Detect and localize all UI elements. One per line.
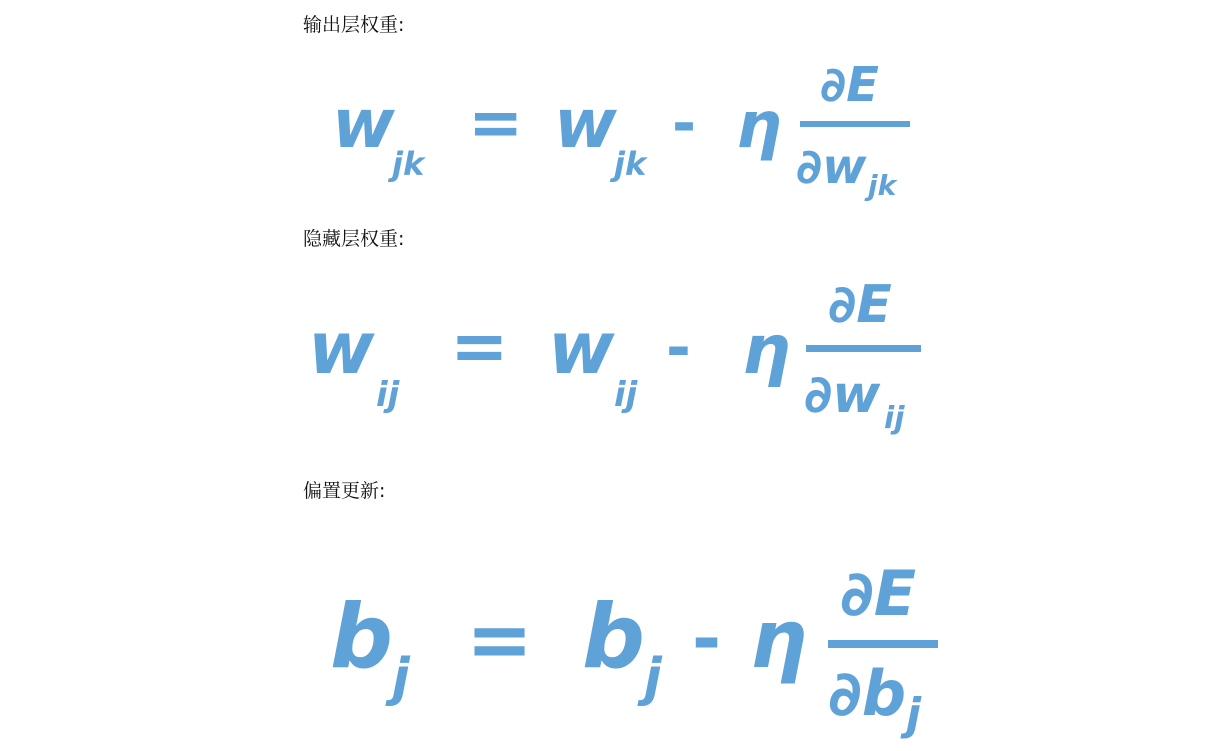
fraction-numerator: ∂E bbox=[840, 557, 917, 630]
fraction-denominator-subscript: ij bbox=[884, 401, 905, 436]
rhs-weight-symbol: w bbox=[548, 306, 615, 390]
lhs-bias-symbol: b bbox=[330, 585, 393, 688]
fraction-bar bbox=[806, 345, 921, 352]
lhs-weight-symbol: w bbox=[332, 85, 395, 164]
lhs-weight-symbol: w bbox=[308, 306, 375, 390]
rhs-weight-symbol: w bbox=[554, 85, 617, 164]
output-layer-weights-label: 输出层权重: bbox=[303, 14, 405, 36]
rhs-weight-subscript: jk bbox=[614, 145, 647, 183]
fraction-denominator-subscript: j bbox=[906, 689, 922, 740]
fraction-denominator-symbol: ∂w bbox=[796, 139, 867, 195]
equals-sign: = bbox=[466, 593, 534, 686]
bias-update-formula bbox=[300, 545, 960, 751]
minus-sign: - bbox=[666, 313, 691, 383]
rhs-weight-subscript: ij bbox=[614, 375, 638, 415]
equals-sign: = bbox=[468, 84, 524, 161]
lhs-weight-subscript: ij bbox=[376, 375, 400, 415]
minus-sign: - bbox=[672, 89, 697, 157]
learning-rate-eta: η bbox=[750, 593, 807, 686]
hidden-layer-weights-label: 隐藏层权重: bbox=[303, 228, 405, 250]
fraction-denominator-symbol: ∂b bbox=[828, 657, 907, 730]
hidden-layer-weight-update-formula bbox=[300, 268, 950, 448]
fraction-numerator: ∂E bbox=[820, 57, 879, 113]
lhs-bias-subscript: j bbox=[392, 648, 410, 708]
rhs-bias-symbol: b bbox=[582, 585, 645, 688]
fraction-denominator-subscript: jk bbox=[868, 169, 897, 202]
equals-sign: = bbox=[450, 305, 509, 387]
fraction-bar bbox=[828, 640, 938, 648]
bias-update-label: 偏置更新: bbox=[303, 480, 386, 502]
output-layer-weight-update-formula bbox=[300, 55, 950, 215]
fraction-numerator: ∂E bbox=[828, 275, 892, 335]
learning-rate-eta: η bbox=[742, 311, 791, 390]
lhs-weight-subscript: jk bbox=[392, 145, 425, 183]
fraction-denominator-symbol: ∂w bbox=[804, 365, 881, 425]
learning-rate-eta: η bbox=[736, 89, 782, 163]
rhs-bias-subscript: j bbox=[644, 648, 662, 708]
minus-sign: - bbox=[692, 598, 722, 680]
fraction-bar bbox=[800, 121, 910, 127]
